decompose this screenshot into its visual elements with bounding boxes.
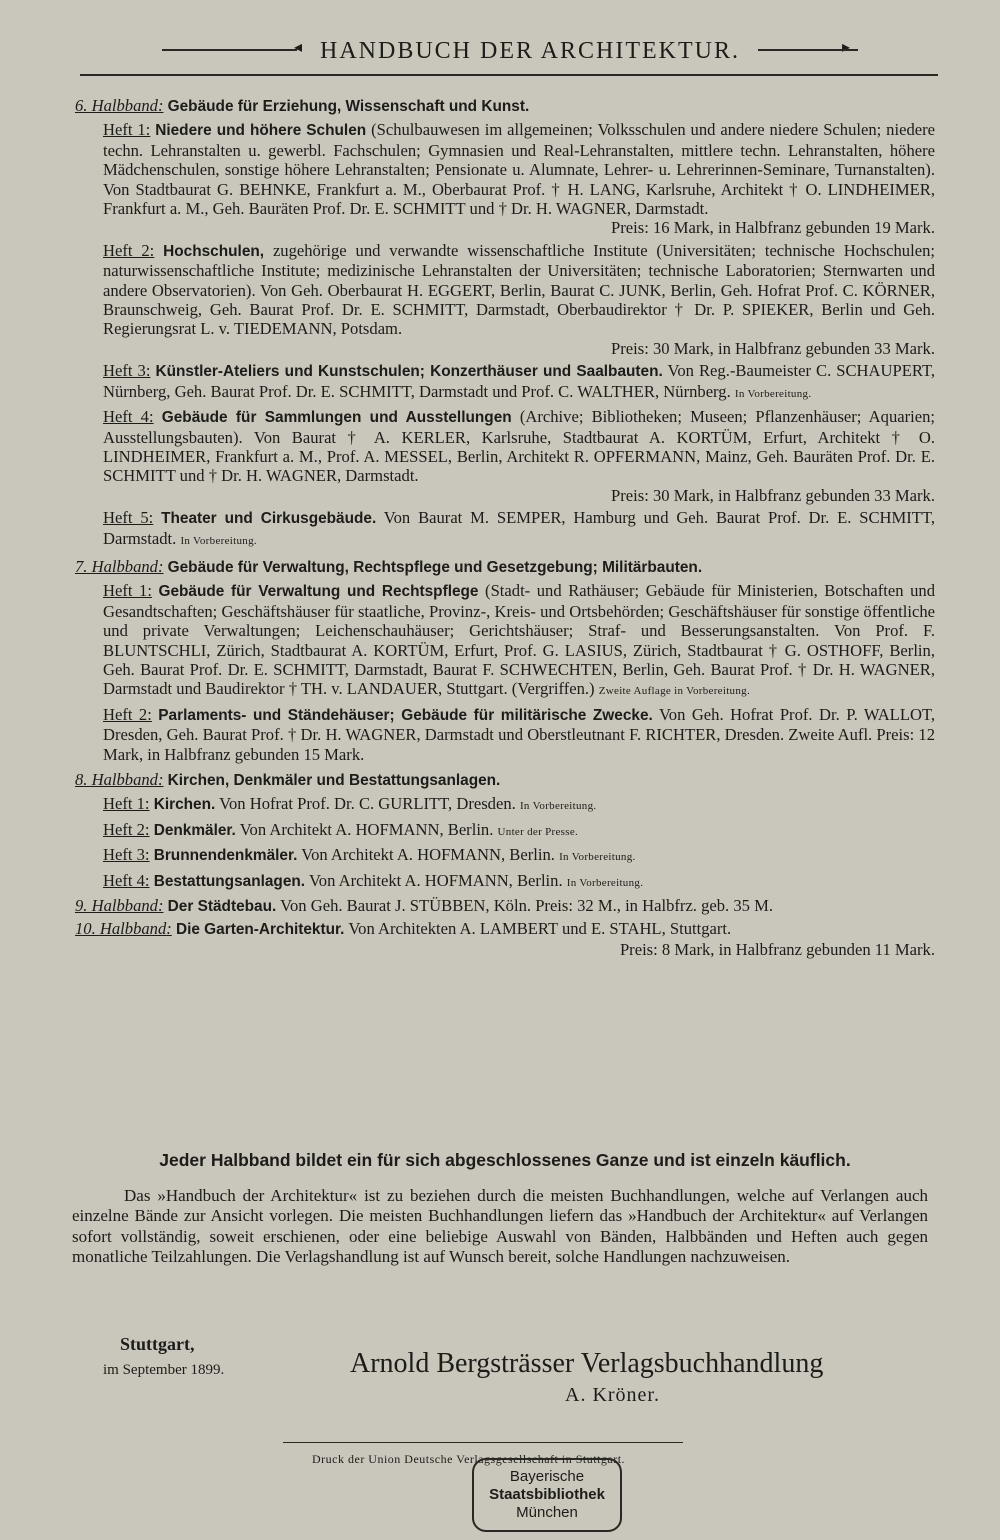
signoff-date: im September 1899. — [103, 1362, 225, 1378]
page-header — [70, 36, 938, 66]
signoff-city: Stuttgart, — [120, 1334, 195, 1354]
halbband-description: Von Geh. Baurat J. STÜBBEN, Köln. Preis: 32 M., in Halbfrz. geb. 35 M. — [280, 896, 774, 916]
heft-entry — [75, 241, 935, 358]
halbband-8 — [75, 770, 935, 790]
heft-description: Von Baurat M. SEMPER, Hamburg und Geh. Baurat Prof. Dr. E. SCHMITT, Darmstadt. — [103, 508, 935, 548]
heft-title: Theater und Cirkusgebäude. — [161, 510, 377, 528]
ordering-paragraph: Das »Handbuch der Architektur« ist zu beziehen durch die meisten Buchhandlungen, welche auf Verlangen auch einzelne Bände zur Ansicht vorlegen. Die meisten Buchhandlungen liefern das »Handbuch der Architektur« auf Verlangen sofort vollständig, soweit erschienen, oder eine beliebige Auswahl von Bänden, Halbbänden und Heften auch gegen monatliche Teilzahlungen. Die Verlagshandlung ist auf Wunsch bereit, solche Handlungen nachzuweisen. — [72, 1186, 928, 1267]
halbband-9 — [75, 896, 935, 916]
ornament-arrow-icon: ▸ — [842, 39, 851, 56]
page-title: HANDBUCH DER ARCHITEKTUR. — [320, 38, 741, 64]
heft-title: Bestattungsanlagen. — [153, 872, 306, 890]
printer-imprint: Druck der Union Deutsche Verlagsgesellschaft in Stuttgart. — [312, 1452, 626, 1466]
halbband-label: 9. Halbband: — [75, 896, 164, 916]
heft-description: (Schulbauwesen im allgemeinen; Volksschulen und andere niedere Schulen; niedere techn. Lehranstalten u. gewerbl. Fachschulen; Gymnasien und Real-Lehranstalten, mittlere techn. Lehranstalten, höhere Mädchenschulen, sonstige höhere Lehranstalten; Pensionate u. Alumnate, Lehrer- u. Lehrerinnen-Seminare, Turnanstalten). Von Stadtbaurat G. BEHNKE, Frankfurt a. M., Oberbaurat Prof. † H. LANG, Karlsruhe, Architekt † O. LINDHEIMER, Frankfurt a. M., Geh. Bauräten Prof. Dr. E. SCHMITT und † Dr. H. WAGNER, Darmstadt. — [103, 120, 936, 219]
publisher-name: Arnold Bergsträsser Verlagsbuchhandlung — [350, 1348, 824, 1379]
heft-title: Hochschulen, — [163, 242, 265, 260]
halbband-title: Gebäude für Erziehung, Wissenschaft und Kunst. — [167, 98, 530, 115]
heft-entry — [75, 845, 935, 867]
heft-description: Von Architekt A. HOFMANN, Berlin. — [239, 819, 494, 839]
stamp-line: München — [516, 1504, 578, 1521]
heft-label: Heft 3: — [103, 845, 150, 865]
halbband-6 — [75, 96, 935, 116]
halbband-title: Kirchen, Denkmäler und Bestattungsanlagen. — [167, 772, 501, 789]
heft-label: Heft 1: — [103, 120, 151, 140]
heft-description: Von Reg.-Baumeister C. SCHAUPERT, Nürnberg, Geh. Baurat Prof. Dr. E. SCHMITT, Darmstadt und Prof. C. WALTHER, Nürnberg. — [103, 361, 935, 401]
heft-note: Zweite Auflage in Vorbereitung. — [598, 685, 750, 698]
halbband-title: Der Städtebau. — [167, 898, 277, 916]
halbband-label: 10. Halbband: — [75, 919, 172, 939]
heft-title: Gebäude für Sammlungen und Ausstellungen — [161, 409, 512, 427]
heft-label: Heft 3: — [103, 361, 151, 381]
volume-list — [75, 90, 935, 962]
heft-price: Preis: 16 Mark, in Halbfranz gebunden 19 Mark. — [611, 218, 935, 238]
heft-label: Heft 1: — [103, 794, 150, 814]
heft-entry — [75, 407, 935, 505]
halbband-description: Von Architekten A. LAMBERT und E. STAHL, Stuttgart. — [348, 919, 732, 939]
heft-label: Heft 2: — [103, 819, 150, 839]
heft-label: Heft 2: — [103, 704, 152, 724]
publisher-editor: A. Kröner. — [565, 1384, 660, 1406]
heft-entry — [75, 794, 935, 816]
heft-price: Preis: 30 Mark, in Halbfranz gebunden 33 Mark. — [611, 485, 935, 505]
heft-description: Von Architekt A. HOFMANN, Berlin. — [308, 870, 563, 890]
halbband-label: 8. Halbband: — [75, 770, 164, 789]
heft-label: Heft 4: — [103, 407, 154, 427]
heft-description: Von Geh. Hofrat Prof. Dr. P. WALLOT, Dresden, Geh. Baurat Prof. † Dr. H. WAGNER, Darmstadt und Oberstleutnant F. RICHTER, Dresden. Zweite Aufl. Preis: 12 Mark, in Halbfranz gebunden 15 Mark. — [103, 704, 935, 764]
heft-label: Heft 2: — [103, 240, 155, 260]
closing-statement: Jeder Halbband bildet ein für sich abgeschlossenes Ganze und ist einzeln käuflich. — [159, 1150, 851, 1170]
heft-title: Künstler-Ateliers und Kunstschulen; Konzerthäuser und Saalbauten. — [155, 363, 663, 381]
heft-entry — [75, 581, 935, 701]
heft-note: In Vorbereitung. — [180, 534, 257, 547]
library-stamp — [472, 1458, 622, 1532]
heft-note: Unter der Presse. — [497, 825, 579, 838]
halbband-10 — [75, 919, 935, 959]
heft-entry — [75, 361, 935, 404]
heft-title: Parlaments- und Ständehäuser; Gebäude für militärische Zwecke. — [158, 706, 653, 724]
heft-description: (Stadt- und Rathäuser; Gebäude für Ministerien, Botschaften und Gesandtschaften; Geschäftshäuser für staatliche, Provinz-, Kreis- und Ortsbehörden; Geschäftshäuser für sonstige öffentliche und private Verwaltungen; Leichenschauhäuser; Gerichtshäuser; Straf- und Besserungsanstalten. Von Prof. F. BLUNTSCHLI, Zürich, Stadtbaurat A. KORTÜM, Erfurt, Prof. G. LASIUS, Zürich, Stadtbaurat † G. OSTHOFF, Berlin, Geh. Baurat Prof. Dr. E. SCHMITT, Darmstadt, Baurat F. SCHWECHTEN, Berlin, Geh. Baurat Prof. † Dr. H. WAGNER, Darmstadt und Baudirektor † TH. v. LANDAUER, Stuttgart. (Vergriffen.) — [103, 581, 935, 699]
heft-entry — [75, 120, 935, 237]
heft-title: Denkmäler. — [153, 821, 236, 839]
heft-description: (Archive; Bibliotheken; Museen; Pflanzenhäuser; Aquarien; Ausstellungsbauten). Von Baurat † A. KERLER, Karlsruhe, Stadtbaurat A. KORTÜM, Erfurt, Architekt † O. LINDHEIMER, Frankfurt a. M., Prof. A. MESSEL, Berlin, Architekt R. OPFERMANN, Mainz, Geh. Bauräten Prof. Dr. E. SCHMITT und † Dr. H. WAGNER, Darmstadt. — [103, 407, 936, 486]
heft-entry — [75, 820, 935, 842]
heft-description: zugehörige und verwandte wissenschaftliche Institute (Universitäten; technische Hochschulen; naturwissenschaftliche Institute; medizinische Lehranstalten der Universitäten; technische Laboratorien; Sternwarten und andere Observatorien). Von Geh. Oberbaurat H. EGGERT, Berlin, Baurat C. JUNK, Berlin, Geh. Hofrat Prof. C. KÖRNER, Braunschweig, Geh. Baurat Prof. Dr. E. SCHMITT, Darmstadt, Oberbaudirektor † Dr. P. SPIEKER, Berlin und Geh. Regierungsrat L. v. TIEDEMANN, Potsdam. — [103, 240, 935, 339]
heft-title: Brunnendenkmäler. — [153, 847, 298, 865]
halbband-label: 7. Halbband: — [75, 556, 164, 576]
heft-note: In Vorbereitung. — [734, 387, 812, 400]
heft-price: Preis: 30 Mark, in Halbfranz gebunden 33 Mark. — [611, 338, 935, 358]
halbband-7 — [75, 557, 935, 577]
header-rule-left — [162, 49, 297, 51]
heft-label: Heft 5: — [103, 508, 154, 528]
heft-entry — [75, 871, 935, 893]
heft-description: Von Architekt A. HOFMANN, Berlin. — [301, 845, 555, 865]
heft-title: Niedere und höhere Schulen — [155, 122, 367, 140]
heft-entry — [75, 508, 935, 551]
header-rule-right — [758, 49, 858, 51]
heft-label: Heft 1: — [103, 581, 152, 601]
heft-title: Gebäude für Verwaltung und Rechtspflege — [158, 583, 479, 601]
footer-divider — [283, 1442, 683, 1443]
heft-note: In Vorbereitung. — [566, 876, 644, 889]
heft-note: In Vorbereitung. — [519, 800, 597, 813]
heft-label: Heft 4: — [103, 870, 150, 890]
heft-note: In Vorbereitung. — [559, 851, 636, 864]
stamp-line: Bayerische — [509, 1468, 585, 1485]
halbband-label: 6. Halbband: — [75, 96, 164, 115]
heft-entry — [75, 705, 935, 764]
halbband-title: Gebäude für Verwaltung, Rechtspflege und Gesetzgebung; Militärbauten. — [167, 558, 703, 576]
heft-description: Von Hofrat Prof. Dr. C. GURLITT, Dresden. — [219, 794, 516, 814]
header-divider — [80, 74, 938, 76]
heft-title: Kirchen. — [153, 796, 216, 814]
halbband-price: Preis: 8 Mark, in Halbfranz gebunden 11 Mark. — [619, 939, 935, 959]
ornament-arrow-icon: ◂ — [294, 39, 303, 56]
stamp-line: Staatsbibliothek — [489, 1486, 605, 1503]
halbband-title: Die Garten-Architektur. — [175, 921, 345, 939]
